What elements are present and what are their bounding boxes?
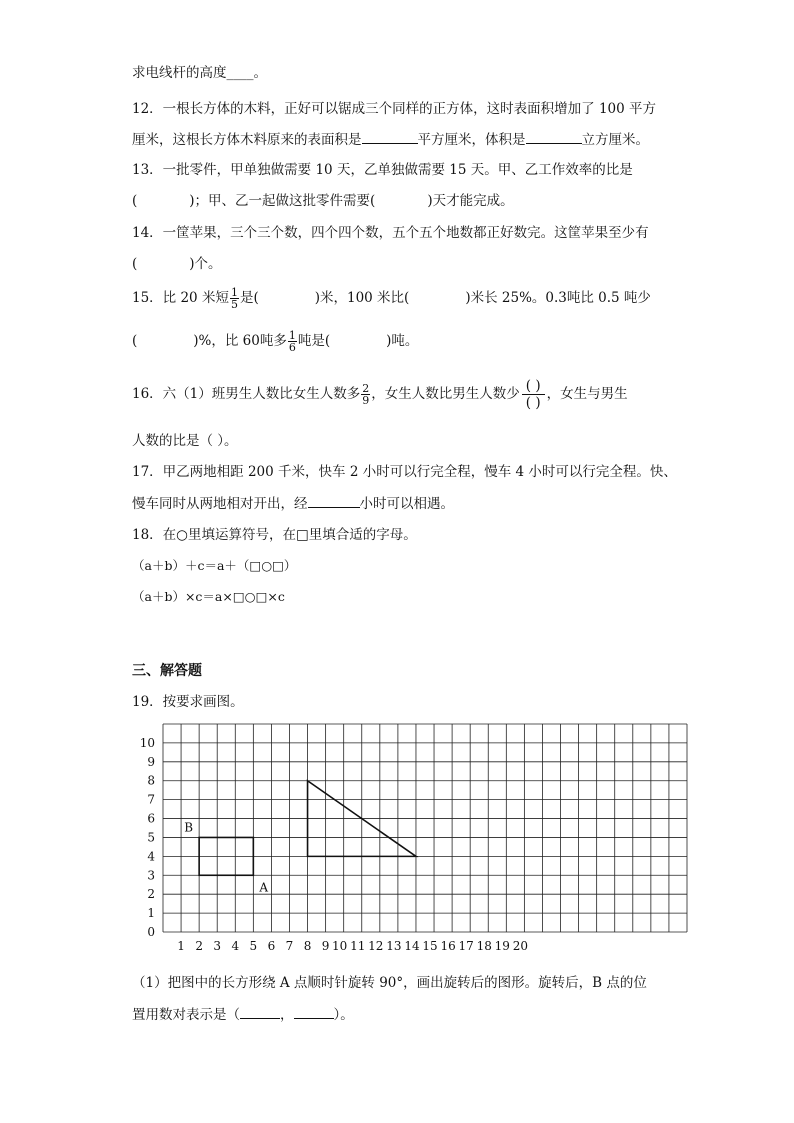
coordinate-grid[interactable] (0, 720, 794, 960)
q13-text-b: )；甲、乙一起做这批零件需要( (189, 193, 376, 209)
x-tick-label: 5 (249, 939, 258, 953)
q16-line2: 人数的比是（ ）。 (132, 433, 238, 449)
q12-text-c: 立方厘米。 (581, 132, 649, 148)
q19-sub1-text-a: 置用数对表示是（ (132, 1007, 240, 1023)
x-tick-label: 4 (231, 939, 240, 953)
y-tick-label: 1 (147, 906, 155, 921)
y-tick-label: 2 (147, 887, 155, 902)
y-tick-label: 5 (147, 830, 155, 845)
x-tick-label: 13 (386, 939, 402, 953)
section-3-title: 三、解答题 (132, 663, 202, 679)
q15-fraction-1 (230, 287, 239, 310)
q15-frac1-den: 5 (230, 298, 238, 311)
x-tick-label: 18 (476, 939, 492, 953)
q16-fraction (361, 383, 370, 406)
x-tick-label: 15 (422, 939, 438, 953)
x-tick-label: 19 (494, 939, 510, 953)
y-tick-label: 7 (147, 792, 155, 807)
q15-line2 (132, 326, 418, 356)
q12-text-a: 厘米，这根长方体木料原来的表面积是 (132, 132, 362, 148)
q13-line1: 13．一批零件，甲单独做需要 10 天，乙单独做需要 15 天。甲、乙工作效率的比是 (132, 162, 633, 178)
x-tick-label: 6 (267, 939, 276, 953)
x-tick-label: 17 (458, 939, 474, 953)
q17-line2 (132, 494, 454, 513)
q12-line1: 12．一根长方体的木料，正好可以锯成三个同样的正方体，这时表面积增加了 100 平方 (132, 101, 657, 117)
q16-text-c: ，女生与男生 (546, 386, 628, 402)
q15-text-l2b: )%，比 60吨多 (193, 333, 287, 349)
q12-text-b: 平方厘米，体积是 (417, 132, 526, 148)
x-tick-label: 12 (368, 939, 384, 953)
q15-text-l2c: 吨是( (297, 333, 331, 349)
q19-blank-x[interactable] (240, 1005, 280, 1019)
q13-paren-open: ( (132, 193, 138, 209)
q12-blank-area[interactable] (362, 130, 418, 144)
q13-text-c: )天才能完成。 (427, 193, 514, 209)
q18-line1: 18．在○里填运算符号，在□里填合适的字母。 (132, 527, 417, 543)
q16-frac-den: 9 (362, 394, 370, 407)
x-tick-label: 14 (404, 939, 420, 953)
q19-sub1-text-c: ）。 (333, 1007, 354, 1023)
q17-blank[interactable] (308, 494, 360, 508)
q18-line2: （a＋b）＋c＝a＋（□○□） (132, 558, 297, 573)
q15-paren-open: ( (132, 333, 138, 349)
q15-text-a: 15．比 20 米短 (132, 290, 229, 306)
q16-answer-den: ( ) (525, 395, 541, 411)
q15-text-d: )米长 25%。0.3吨比 0.5 吨少 (465, 290, 651, 306)
point-label-b: B (184, 820, 194, 835)
q16-text-b: ，女生人数比男生人数少 (371, 386, 520, 402)
q15-fraction-2 (288, 330, 297, 353)
y-tick-label: 0 (147, 925, 155, 939)
q14-paren-open: ( (132, 256, 138, 272)
q19-sub1-line2 (132, 1005, 354, 1024)
q19-title: 19．按要求画图。 (132, 694, 244, 710)
q12-line2 (132, 130, 649, 149)
q13-line2 (132, 192, 514, 210)
q15-text-c: )米，100 米比( (314, 290, 410, 306)
q15-line1 (132, 283, 651, 313)
x-tick-label: 9 (321, 939, 330, 953)
x-tick-label: 20 (512, 939, 529, 953)
q16-line1 (132, 376, 628, 412)
q16-answer-num: ( ) (522, 378, 545, 395)
q17-text-a: 慢车同时从两地相对开出，经 (132, 496, 308, 512)
y-tick-label: 6 (147, 811, 155, 826)
q14-line2 (132, 255, 222, 273)
q11-tail: 求电线杆的高度____。 (132, 65, 267, 81)
x-tick-label: 3 (213, 939, 222, 953)
x-tick-label: 7 (285, 939, 294, 953)
y-tick-label: 3 (147, 868, 155, 883)
q14-text-b: )个。 (189, 256, 222, 272)
q12-blank-volume[interactable] (526, 130, 582, 144)
x-tick-label: 2 (195, 939, 203, 953)
q19-sub1-line1: （1）把图中的长方形绕 A 点顺时针旋转 90°，画出旋转后的图形。旋转后，B 点的位 (132, 975, 647, 991)
q19-sub1-text-b: ， (280, 1007, 294, 1023)
q16-text-a: 16．六（1）班男生人数比女生人数多 (132, 386, 361, 402)
q16-answer-fraction[interactable] (522, 378, 545, 411)
x-tick-label: 10 (332, 939, 348, 953)
q15-text-l2d: )吨。 (386, 333, 419, 349)
q15-frac2-num: 1 (288, 329, 296, 342)
y-tick-label: 8 (147, 773, 155, 788)
x-tick-label: 8 (303, 939, 312, 953)
x-tick-label: 11 (350, 939, 366, 953)
q19-blank-y[interactable] (294, 1005, 334, 1019)
y-tick-label: 9 (147, 754, 155, 769)
q15-text-b: 是( (239, 290, 259, 306)
q15-frac2-den: 6 (288, 341, 296, 354)
q15-frac1-num: 1 (230, 286, 238, 299)
q14-line1: 14．一筐苹果，三个三个数，四个四个数，五个五个地数都正好数完。这筐苹果至少有 (132, 225, 649, 241)
x-tick-label: 1 (177, 939, 185, 953)
q16-frac-num: 2 (362, 382, 370, 395)
q18-line3: （a＋b）×c＝a×□○□×c (132, 589, 285, 604)
y-tick-label: 4 (147, 849, 155, 864)
q17-line1: 17．甲乙两地相距 200 千米，快车 2 小时可以行完全程，慢车 4 小时可以行完全程。快、 (132, 464, 677, 480)
y-tick-label: 10 (139, 735, 155, 750)
q17-text-b: 小时可以相遇。 (359, 496, 454, 512)
x-tick-label: 16 (440, 939, 456, 953)
point-label-a: A (259, 880, 269, 895)
